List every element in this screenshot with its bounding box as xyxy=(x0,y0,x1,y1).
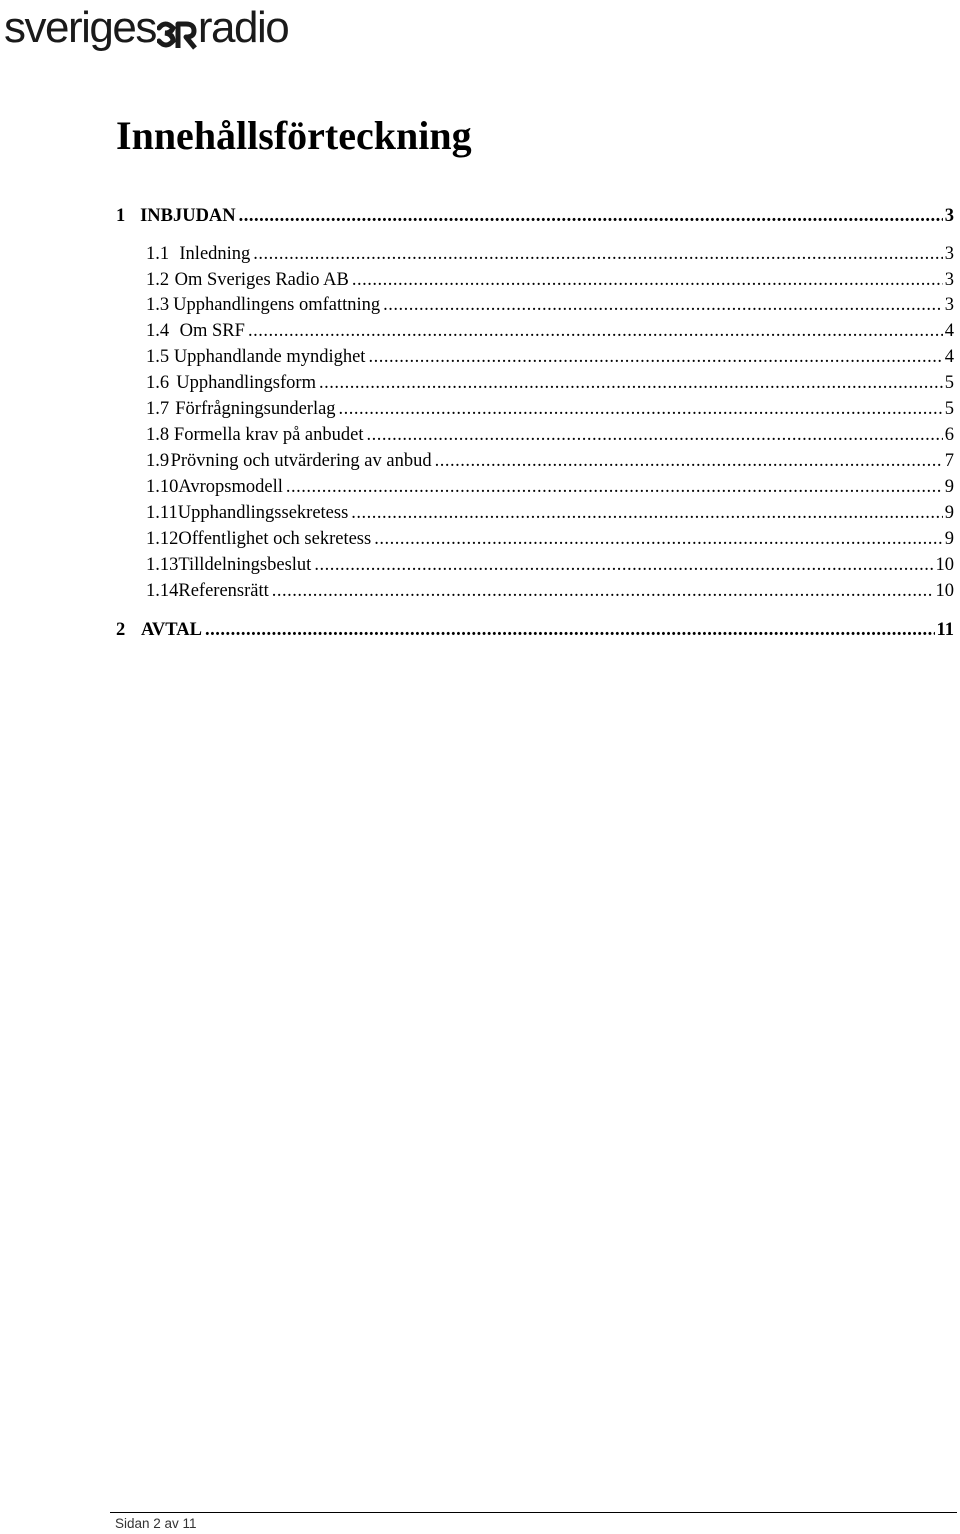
dot-leader xyxy=(205,619,935,641)
dot-leader xyxy=(383,294,943,316)
toc-entry-number: 1.3 xyxy=(146,295,170,315)
toc-entry-number: 1.1 xyxy=(146,244,170,264)
toc-entry[interactable] xyxy=(146,424,954,446)
toc-entry[interactable] xyxy=(146,320,954,342)
toc-entry-page: 3 xyxy=(944,295,954,315)
toc-entry-number: 1.4 xyxy=(146,321,170,341)
toc-entry-page: 4 xyxy=(944,347,954,367)
toc-entry-page: 10 xyxy=(935,581,954,601)
dot-leader xyxy=(374,528,943,550)
toc-entry-page: 5 xyxy=(944,399,954,419)
toc-entry[interactable] xyxy=(146,294,954,316)
dot-leader xyxy=(319,372,943,394)
toc-entry-title: Referensrätt xyxy=(178,581,269,601)
toc-entry-page: 3 xyxy=(944,206,954,226)
sr-mark-icon xyxy=(157,20,197,50)
toc-entry-number: 1.2 xyxy=(146,270,170,290)
toc-entry-title: Prövning och utvärdering av anbud xyxy=(170,451,432,471)
toc-entry-number: 2 xyxy=(116,620,126,640)
page-number-footer: Sidan 2 av 11 xyxy=(115,1516,197,1531)
toc-entry-title: Om Sveriges Radio AB xyxy=(174,270,349,290)
toc-entry-title: Avropsmodell xyxy=(178,477,283,497)
dot-leader xyxy=(352,269,943,291)
toc-heading: Innehållsförteckning xyxy=(116,113,472,158)
toc-entry-number: 1.9 xyxy=(146,451,170,471)
toc-entry[interactable] xyxy=(146,554,954,576)
toc-entry[interactable] xyxy=(146,372,954,394)
toc-entry[interactable] xyxy=(146,528,954,550)
toc-entry-number: 1.8 xyxy=(146,425,170,445)
toc-entry-number: 1.14 xyxy=(146,581,179,601)
toc-entry-number: 1.13 xyxy=(146,555,179,575)
dot-leader xyxy=(435,450,943,472)
toc-entry-page: 11 xyxy=(936,620,954,640)
footer-divider xyxy=(110,1512,957,1513)
toc-entry-number: 1 xyxy=(116,206,126,226)
sveriges-radio-logo xyxy=(4,0,288,50)
toc-entry-title: Förfrågningsunderlag xyxy=(175,399,336,419)
toc-entry-title: Offentlighet och sekretess xyxy=(178,529,372,549)
toc-entry-page: 9 xyxy=(944,477,954,497)
dot-leader xyxy=(339,398,943,420)
toc-entry-number: 1.6 xyxy=(146,373,170,393)
toc-entry-page: 3 xyxy=(944,270,954,290)
toc-entry-number: 1.5 xyxy=(146,347,170,367)
toc-entry-page: 5 xyxy=(944,373,954,393)
toc-entry-number: 1.10 xyxy=(146,477,179,497)
logo-text-right: radio xyxy=(197,3,289,52)
toc-entry-title: Inledning xyxy=(179,244,251,264)
toc-entry-page: 9 xyxy=(944,503,954,523)
toc-entry-title: Upphandlingssekretess xyxy=(177,503,349,523)
toc-entry[interactable] xyxy=(146,346,954,368)
dot-leader xyxy=(368,346,942,368)
toc-entry-page: 6 xyxy=(944,425,954,445)
toc-entry[interactable] xyxy=(146,502,954,524)
toc-entry[interactable] xyxy=(146,580,954,602)
toc-entry-page: 4 xyxy=(944,321,954,341)
toc-entry[interactable] xyxy=(146,243,954,265)
toc-entry[interactable] xyxy=(146,476,954,498)
toc-entry-page: 3 xyxy=(944,244,954,264)
toc-entry-title: Tilldelningsbeslut xyxy=(178,555,312,575)
dot-leader xyxy=(286,476,943,498)
dot-leader xyxy=(351,502,942,524)
dot-leader xyxy=(239,205,943,227)
toc-entry-number: 1.12 xyxy=(146,529,179,549)
logo-text-left: sveriges xyxy=(4,3,156,52)
toc-entry-page: 9 xyxy=(944,529,954,549)
toc-entry-title: Upphandlingsform xyxy=(176,373,316,393)
toc-entry-title: INBJUDAN xyxy=(140,206,236,226)
toc-entry[interactable] xyxy=(116,205,954,227)
toc-entry[interactable] xyxy=(146,398,954,420)
toc-entry[interactable] xyxy=(146,450,954,472)
dot-leader xyxy=(248,320,943,342)
toc-entry-page: 7 xyxy=(944,451,954,471)
toc-entry-page: 10 xyxy=(935,555,954,575)
toc-entry-title: Upphandlande myndighet xyxy=(173,347,366,367)
dot-leader xyxy=(366,424,942,446)
toc-entry-title: AVTAL xyxy=(140,620,202,640)
toc-entry-title: Formella krav på anbudet xyxy=(173,425,364,445)
dot-leader xyxy=(314,554,933,576)
toc-entry-number: 1.7 xyxy=(146,399,170,419)
toc-entry-number: 1.11 xyxy=(146,503,178,523)
dot-leader xyxy=(272,580,934,602)
toc-entry[interactable] xyxy=(146,269,954,291)
toc-entry-title: Upphandlingens omfattning xyxy=(173,295,381,315)
toc-entry-title: Om SRF xyxy=(179,321,245,341)
dot-leader xyxy=(253,243,942,265)
toc-entry[interactable] xyxy=(116,619,954,641)
